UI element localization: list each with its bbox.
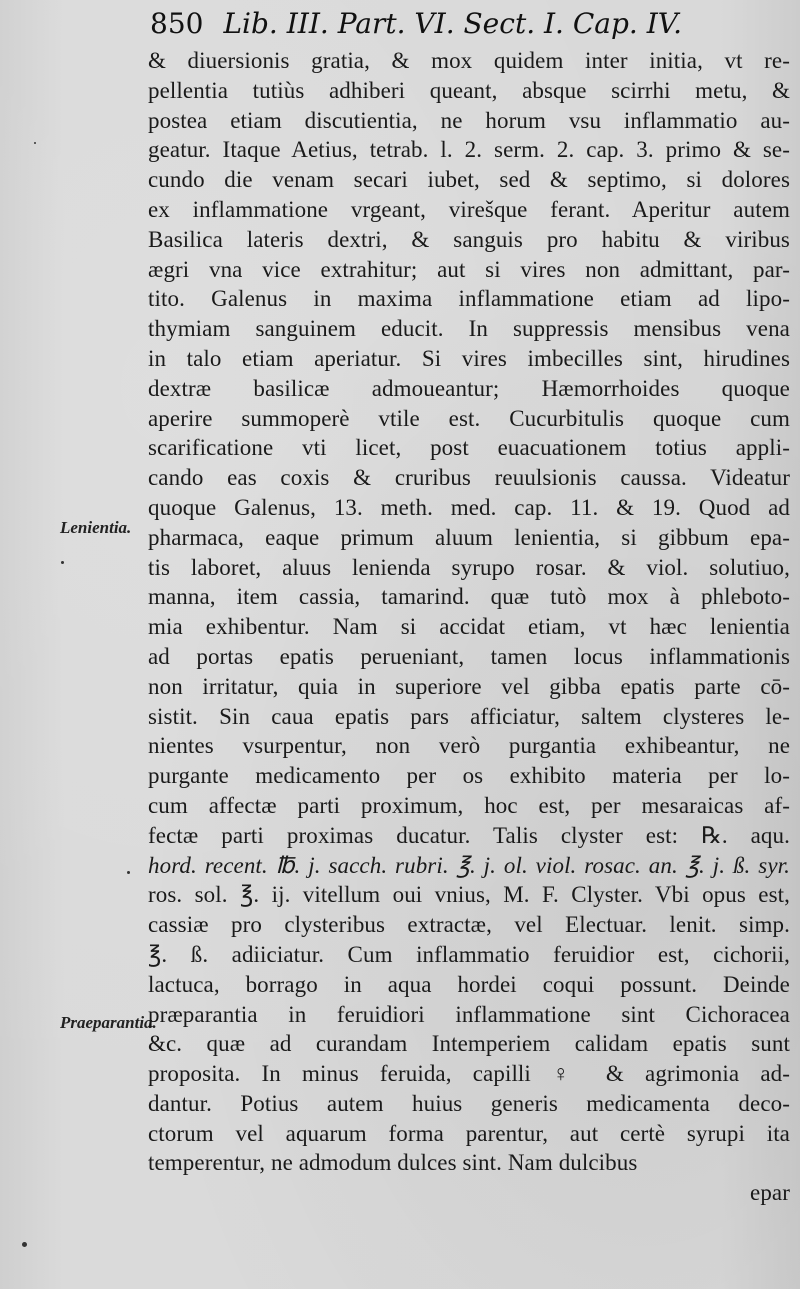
- text-line: scarificatione vti licet, post euacuationem totius appli-: [148, 435, 790, 461]
- text-line: Basilica lateris dextri, & sanguis pro habitu & viribus: [148, 226, 790, 252]
- text-line: proposita. In minus feruida, capilli ♀ & agrimonia ad-: [148, 1061, 790, 1087]
- text-line: ex inflammatione vrgeant, virešque ferant. Aperitur autem: [148, 196, 790, 222]
- text-line: nientes vsurpentur, non verò purgantia exhibeantur, ne: [148, 733, 790, 759]
- text-line: ægri vna vice extrahitur; aut si vires non admittant, par-: [148, 256, 790, 282]
- text-line: pellentia tutiùs adhiberi queant, absque scirrhi metu, &: [148, 77, 790, 103]
- text-line: & diuersionis gratia, & mox quidem inter initia, vt re-: [148, 48, 790, 73]
- text-line: præparantia in feruidiori inflammatione sint Cichoracea: [148, 1001, 790, 1027]
- text-line: cundo die venam secari iubet, sed & septimo, si dolores: [148, 167, 790, 193]
- text-line: tis laboret, aluus lenienda syrupo rosar. & viol. solutiuo,: [148, 554, 790, 580]
- margin-note-lenientia: Lenientia.: [60, 518, 132, 537]
- text-line: postea etiam discutientia, ne horum vsu inflammatio au-: [148, 107, 790, 133]
- ink-speck: [22, 1242, 27, 1247]
- text-line: dextræ basilicæ admoueantur; Hæmorrhoides quoque: [148, 375, 790, 401]
- text-line: mia exhibentur. Nam si accidat etiam, vt hæc lenientia: [148, 614, 790, 640]
- text-line: fectæ parti proximas ducatur. Talis clyster est: ℞. aqu.: [148, 822, 790, 848]
- text-line: manna, item cassia, tamarind. quæ tutò mox à phleboto-: [148, 584, 790, 610]
- ink-speck: [127, 871, 130, 874]
- text-line: cassiæ pro clysteribus extractæ, vel Electuar. lenit. simp.: [148, 912, 790, 938]
- text-line: purgante medicamento per os exhibito materia per lo-: [148, 763, 790, 789]
- text-line: thymiam sanguinem educit. In suppressis mensibus vena: [148, 316, 790, 342]
- text-line: hord. recent. ℔. j. sacch. rubri. ℥. j. ol. viol. rosac. an. ℥. j. ß. syr.: [148, 852, 790, 878]
- catchword: epar: [750, 1180, 790, 1206]
- text-line: cum affectæ parti proximum, hoc est, per mesaraicas af-: [148, 792, 790, 818]
- text-line: ℥. ß. adiiciatur. Cum inflammatio feruidior est, cichorii,: [148, 941, 790, 967]
- text-line: non irritatur, quia in superiore vel gibba epatis parte cō-: [148, 673, 790, 699]
- ink-speck: [61, 561, 64, 564]
- text-line: tito. Galenus in maxima inflammatione etiam ad lipo-: [148, 286, 790, 312]
- text-line: ad portas epatis perueniant, tamen locus inflammationis: [148, 643, 790, 669]
- text-line: ctorum vel aquarum forma parentur, aut certè syrupi ita: [148, 1120, 790, 1146]
- page-number: 850: [150, 7, 204, 40]
- margin-note-praeparantia: Praeparantia.: [60, 1013, 157, 1032]
- text-line: cando eas coxis & cruribus reuulsionis caussa. Videatur: [148, 465, 790, 491]
- text-line: lactuca, borrago in aqua hordei coqui possunt. Deinde: [148, 971, 790, 997]
- text-line: &c. quæ ad curandam Intemperiem calidam epatis sunt: [148, 1031, 790, 1057]
- text-line: dantur. Potius autem huius generis medicamenta deco-: [148, 1090, 790, 1116]
- running-header: [150, 4, 790, 44]
- running-title: Lib. III. Part. VI. Sect. I. Cap. IV.: [223, 7, 682, 40]
- text-line: temperentur, ne admodum dulces sint. Nam dulcibus: [148, 1150, 638, 1176]
- text-line: sistit. Sin caua epatis pars afficiatur, saltem clysteres le-: [148, 703, 790, 729]
- body-text: [148, 46, 790, 1208]
- text-line: aperire summoperè vtile est. Cucurbitulis quoque cum: [148, 405, 790, 431]
- text-line: geatur. Itaque Aetius, tetrab. l. 2. serm. 2. cap. 3. primo & se-: [148, 137, 790, 163]
- text-line: quoque Galenus, 13. meth. med. cap. 11. & 19. Quod ad: [148, 494, 790, 520]
- ink-speck: [34, 142, 36, 144]
- text-line: pharmaca, eaque primum aluum lenientia, si gibbum epa-: [148, 524, 790, 550]
- text-line: in talo etiam aperiatur. Si vires imbecilles sint, hirudines: [148, 345, 790, 371]
- text-line: ros. sol. ℥. ij. vitellum oui vnius, M. F. Clyster. Vbi opus est,: [148, 882, 790, 908]
